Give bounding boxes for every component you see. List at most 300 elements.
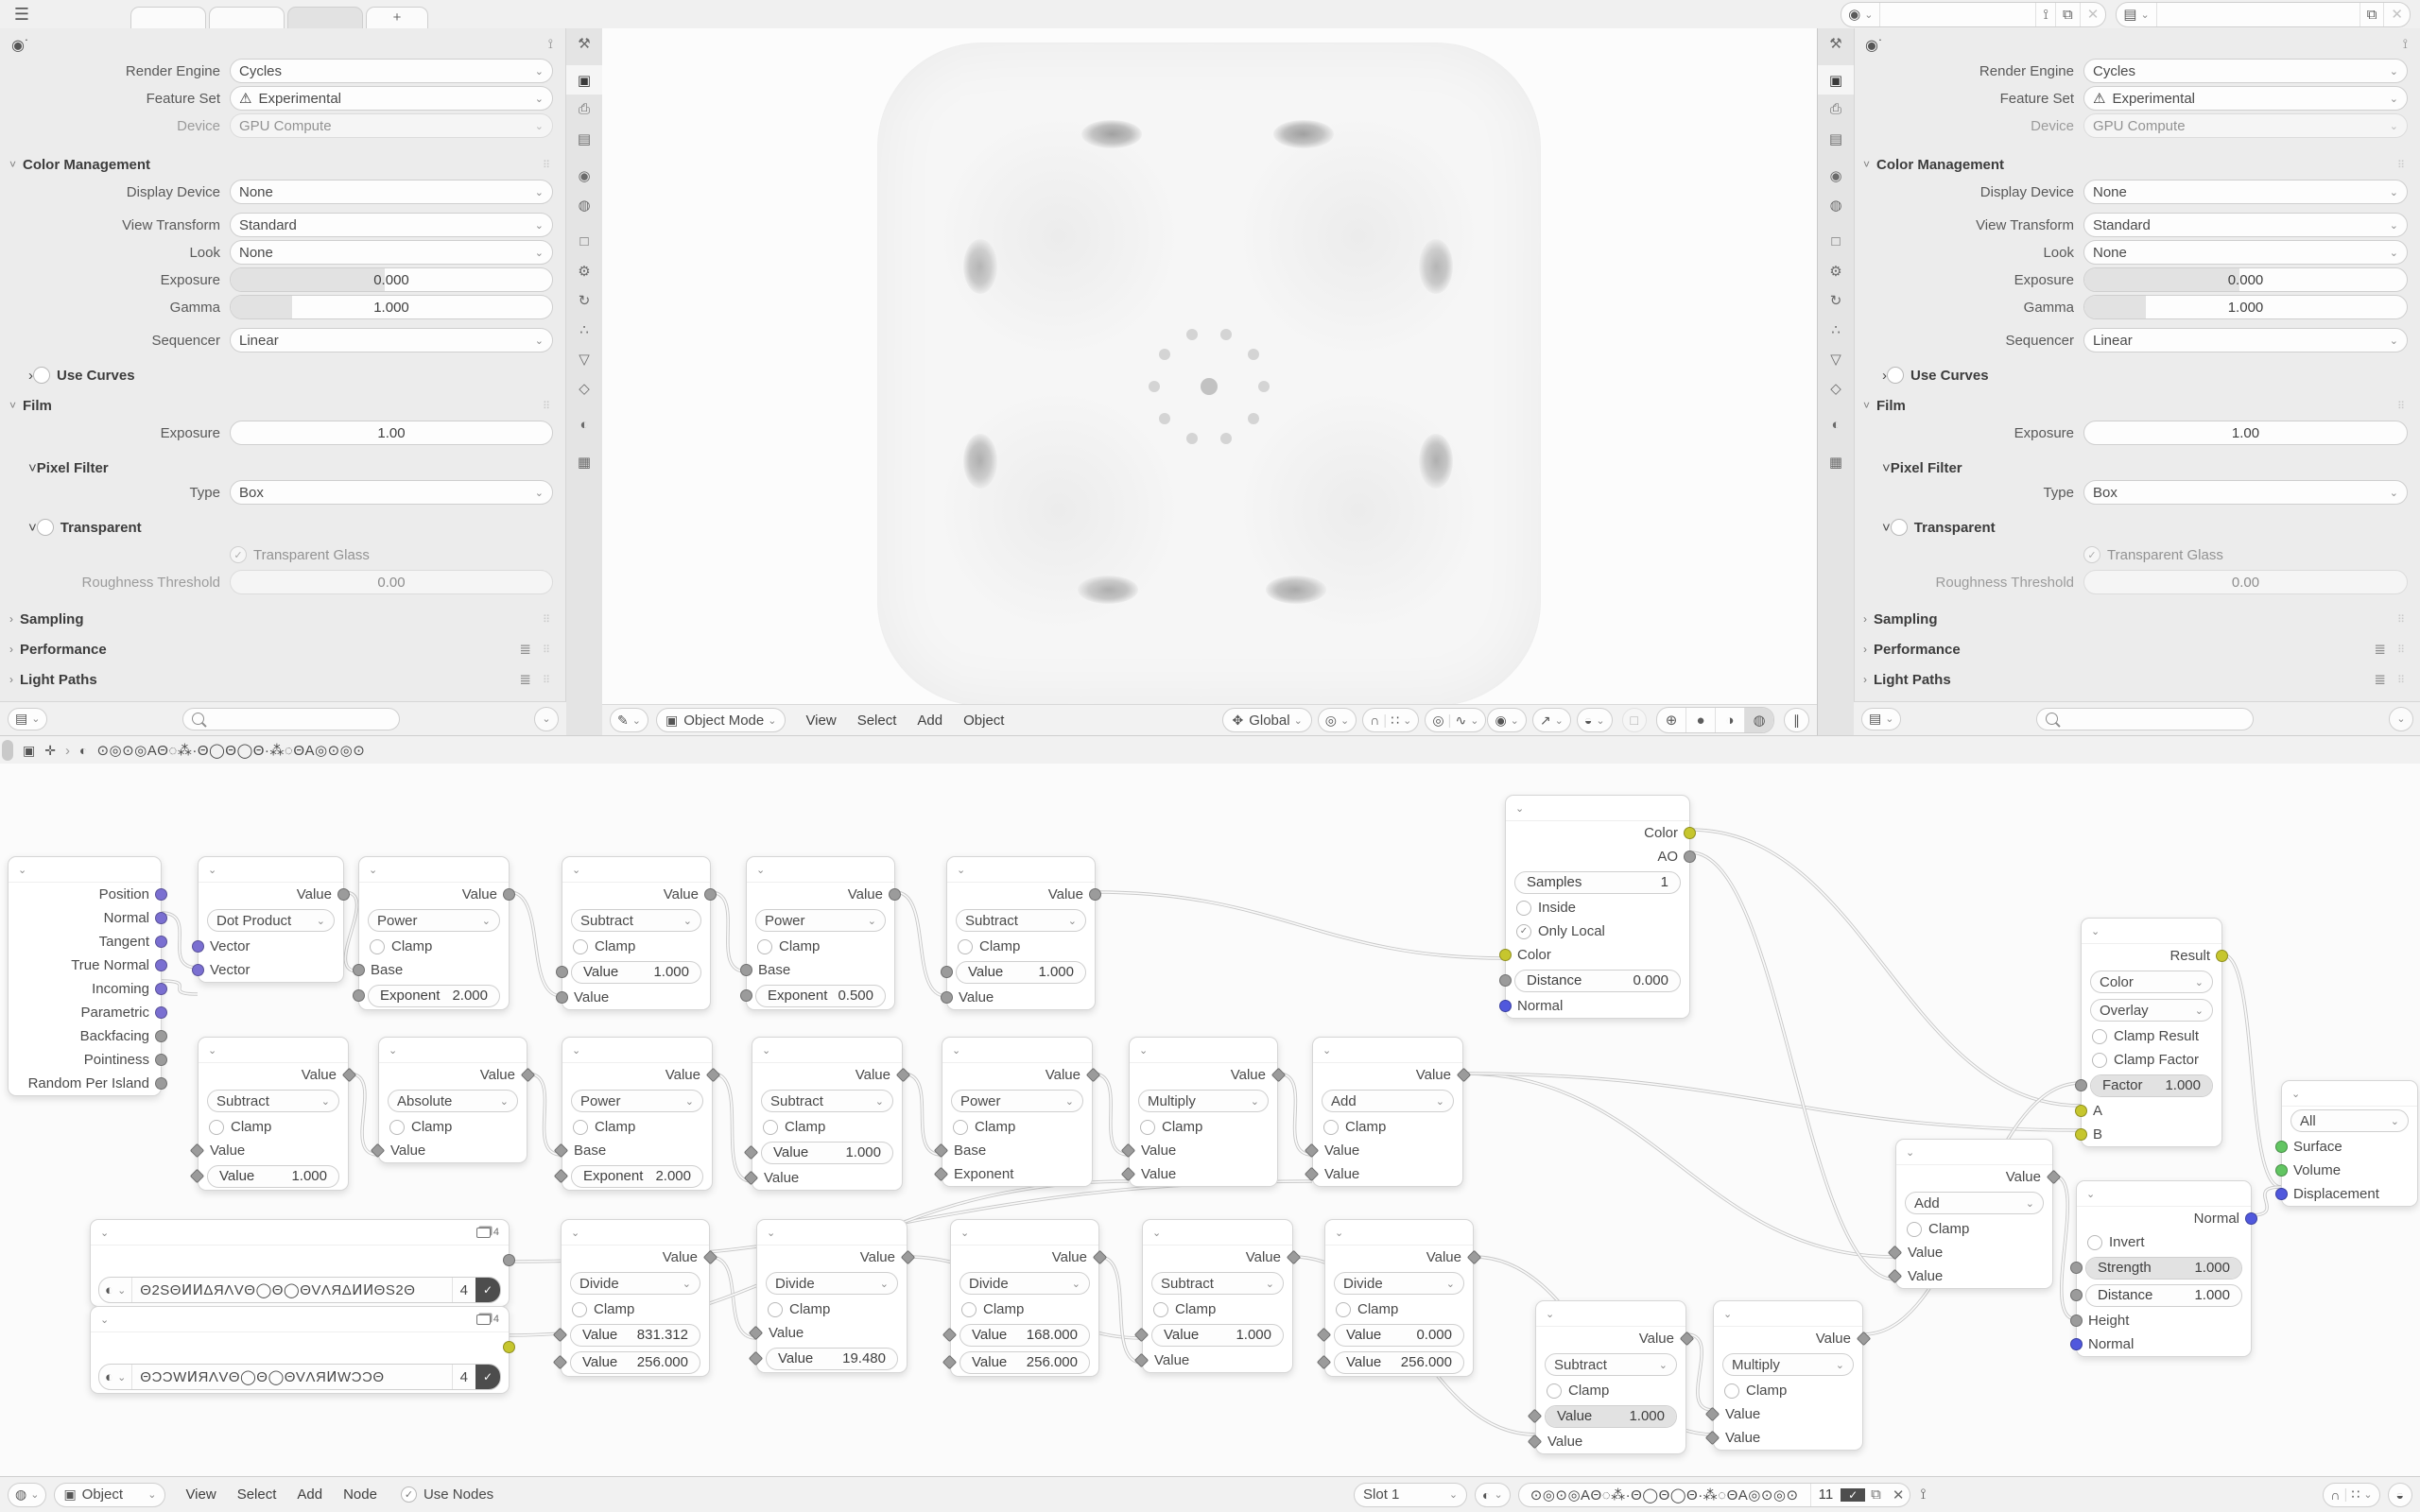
collapse-chevron-icon[interactable]: ⌄: [208, 1044, 217, 1057]
menu-add[interactable]: Add: [917, 712, 943, 729]
search-input[interactable]: [182, 708, 400, 730]
field-value[interactable]: Value 1.000: [571, 961, 701, 984]
checkbox-clamp[interactable]: Clamp: [752, 1115, 902, 1139]
socket-gray[interactable]: [337, 888, 350, 901]
workspace-tab[interactable]: [130, 7, 206, 29]
socket-gray[interactable]: [889, 888, 901, 901]
socket-gray[interactable]: [556, 991, 568, 1004]
checkbox-icon[interactable]: [1153, 1302, 1168, 1317]
properties-tab-object[interactable]: □: [1831, 233, 1841, 249]
node-header[interactable]: [942, 1038, 1092, 1063]
menu-select[interactable]: Select: [236, 1486, 277, 1503]
falloff-icon[interactable]: ∿: [1455, 712, 1467, 728]
subpanel-transparent[interactable]: ˅ Transparent: [1882, 519, 1996, 536]
collapse-chevron-icon[interactable]: ⌄: [18, 864, 27, 876]
checkbox-icon[interactable]: [2092, 1029, 2107, 1044]
collapse-chevron-icon[interactable]: ⌄: [2086, 1188, 2096, 1200]
node-vector-math-dot[interactable]: [198, 856, 344, 983]
scene-selector[interactable]: [1841, 2, 2106, 27]
node-header[interactable]: [199, 1038, 348, 1063]
select-sequencer[interactable]: Linear ⌄: [230, 328, 553, 352]
socket-yellow[interactable]: [1499, 949, 1512, 961]
socket-gray[interactable]: [503, 1254, 515, 1266]
show-gizmo-dropdown[interactable]: ◉ ⌄: [1487, 708, 1526, 732]
socket-gray[interactable]: [155, 1030, 167, 1042]
node-math-subtract-5[interactable]: [1142, 1219, 1293, 1373]
collapse-chevron-icon[interactable]: ⌄: [1322, 1044, 1332, 1057]
checkbox-clamp[interactable]: Clamp: [562, 1115, 712, 1139]
shading-rendered-button[interactable]: ◍: [1745, 708, 1773, 732]
properties-tab-output[interactable]: ⎙: [578, 101, 590, 117]
socket-yellow[interactable]: [503, 1341, 515, 1353]
node-header[interactable]: [199, 857, 343, 883]
preset-list-icon[interactable]: ≣: [519, 642, 531, 658]
properties-tab-tool[interactable]: ⚒: [1829, 35, 1842, 52]
field-samples[interactable]: Samples 1: [1514, 871, 1681, 894]
select-view-transform[interactable]: Standard ⌄: [2083, 213, 2408, 237]
socket-blue[interactable]: [2275, 1188, 2288, 1200]
socket-purple[interactable]: [192, 964, 204, 976]
collapse-chevron-icon[interactable]: ⌄: [1515, 802, 1525, 815]
display-filter-button[interactable]: ▤ ⌄: [8, 708, 47, 730]
node-canvas[interactable]: [0, 764, 2420, 1476]
checkbox-clamp-result[interactable]: Clamp Result: [2082, 1024, 2221, 1048]
collapse-chevron-icon[interactable]: ⌄: [100, 1227, 110, 1239]
collapse-chevron-icon[interactable]: ⌄: [571, 1227, 580, 1239]
node-math-divide-4[interactable]: [1324, 1219, 1474, 1377]
field-roughness-threshold[interactable]: 0.00: [230, 570, 553, 594]
socket-yellow[interactable]: [2075, 1128, 2087, 1141]
socket-purple[interactable]: [155, 912, 167, 924]
operation-select[interactable]: Power ⌄: [755, 909, 886, 932]
node-header[interactable]: [562, 1038, 712, 1063]
operation-select[interactable]: Add ⌄: [1322, 1090, 1454, 1112]
field-exposure[interactable]: 1.00: [2083, 421, 2408, 445]
display-filter-button[interactable]: ▤ ⌄: [1861, 708, 1901, 730]
properties-tab-modifiers[interactable]: ⚙: [578, 263, 591, 280]
image-name-field[interactable]: ΘƆƆWͶЯΛVΘ◯Θ◯ΘVΛЯͶWƆƆΘ: [140, 1369, 385, 1385]
node-math-add-2[interactable]: [1895, 1139, 2053, 1289]
snap-toggle[interactable]: ∩ | ∷ ⌄: [1362, 708, 1419, 732]
checkbox-only-local[interactable]: ✓ Only Local: [1506, 919, 1689, 943]
material-browse-dropdown[interactable]: ◐ ⌄: [1475, 1483, 1511, 1507]
field-value[interactable]: Value 831.312: [570, 1324, 700, 1347]
node-math-power-1[interactable]: [358, 856, 510, 1010]
checkbox-clamp[interactable]: Clamp: [1714, 1379, 1862, 1402]
select-type[interactable]: Box ⌄: [2083, 480, 2408, 505]
subpanel-use-curves[interactable]: › Use Curves: [28, 367, 135, 384]
search-input[interactable]: [2036, 708, 2254, 730]
pause-render-button[interactable]: ∥: [1784, 708, 1809, 732]
image-name-field[interactable]: Θ2SΘͶͶΔЯΛVΘ◯Θ◯ΘVΛЯΔͶͶΘS2Θ: [140, 1282, 416, 1298]
operation-select[interactable]: Absolute ⌄: [388, 1090, 518, 1112]
image-browse-dropdown[interactable]: ◐ ⌄: [99, 1365, 132, 1389]
checkbox-invert[interactable]: Invert: [2077, 1230, 2251, 1254]
properties-tab-output[interactable]: ⎙: [1829, 101, 1841, 117]
checkbox-clamp[interactable]: Clamp: [1325, 1297, 1473, 1321]
node-header[interactable]: [9, 857, 161, 883]
node-math-subtract-6[interactable]: [1535, 1300, 1686, 1454]
properties-tab-tool[interactable]: ⚒: [578, 35, 591, 52]
socket-purple[interactable]: [155, 936, 167, 948]
properties-tab-material[interactable]: ◐: [579, 417, 589, 433]
add-workspace-tab[interactable]: +: [366, 7, 428, 29]
select-type[interactable]: Box ⌄: [230, 480, 553, 505]
operation-select[interactable]: Divide ⌄: [959, 1272, 1090, 1295]
overlays-toggle[interactable]: ◒: [2388, 1483, 2412, 1507]
section-light-paths[interactable]: › Light Paths ≣ ⠿: [9, 671, 551, 688]
app-menu-icon[interactable]: ☰: [13, 4, 30, 24]
field-exponent[interactable]: Exponent 2.000: [571, 1165, 703, 1188]
select-view-transform[interactable]: Standard ⌄: [230, 213, 553, 237]
workspace-tab[interactable]: [209, 7, 285, 29]
editor-type-button[interactable]: ✎ ⌄: [610, 708, 648, 732]
field-gamma[interactable]: 1.000: [230, 295, 553, 319]
field-distance[interactable]: Distance 1.000: [2085, 1284, 2242, 1307]
operation-select[interactable]: Power ⌄: [368, 909, 500, 932]
collapse-chevron-icon[interactable]: ⌄: [952, 1044, 961, 1057]
checkbox-clamp[interactable]: Clamp: [562, 1297, 709, 1321]
checkbox-icon[interactable]: [961, 1302, 977, 1317]
operation-select[interactable]: Multiply ⌄: [1722, 1353, 1854, 1376]
field-exponent[interactable]: Exponent 0.500: [755, 985, 886, 1007]
checkbox-clamp[interactable]: Clamp: [747, 935, 894, 958]
collapse-chevron-icon[interactable]: ⌄: [1546, 1308, 1555, 1320]
field-value[interactable]: Value 256.000: [1334, 1351, 1464, 1374]
properties-tab-texture[interactable]: ▦: [1828, 454, 1843, 471]
select-sequencer[interactable]: Linear ⌄: [2083, 328, 2408, 352]
checkbox-icon[interactable]: [763, 1120, 778, 1135]
socket-blue[interactable]: [2245, 1212, 2257, 1225]
socket-gray[interactable]: [353, 964, 365, 976]
node-header[interactable]: [2082, 919, 2221, 944]
node-bump[interactable]: [2076, 1180, 2252, 1357]
transform-orientation-dropdown[interactable]: ✥ Global ⌄: [1222, 708, 1311, 732]
image-users-count[interactable]: 4: [452, 1365, 475, 1389]
socket-gray[interactable]: [2075, 1079, 2087, 1091]
node-math-subtract-4[interactable]: [752, 1037, 903, 1191]
checkbox[interactable]: [37, 519, 54, 536]
checkbox-icon[interactable]: [389, 1120, 405, 1135]
options-chevron-button[interactable]: ⌄: [2389, 707, 2413, 731]
node-header[interactable]: [757, 1220, 907, 1246]
field-value[interactable]: Value 0.000: [1334, 1324, 1464, 1347]
checkbox-icon[interactable]: [1907, 1222, 1922, 1237]
field-exposure[interactable]: 1.00: [230, 421, 553, 445]
properties-tab-material[interactable]: ◐: [1831, 417, 1841, 433]
checkbox-clamp[interactable]: Clamp: [1536, 1379, 1685, 1402]
viewlayer-name-field[interactable]: [2157, 3, 2360, 26]
node-math-subtract-2[interactable]: [946, 856, 1096, 1010]
node-header[interactable]: [91, 1220, 509, 1246]
node-header[interactable]: [2282, 1081, 2417, 1107]
properties-tab-scene[interactable]: ◉: [1829, 167, 1842, 184]
socket-blue[interactable]: [1499, 1000, 1512, 1012]
subpanel-use-curves[interactable]: › Use Curves: [1882, 367, 1989, 384]
checkbox-clamp[interactable]: Clamp: [1130, 1115, 1277, 1139]
checkbox-icon[interactable]: [1516, 901, 1531, 916]
field-gamma[interactable]: 1.000: [2083, 295, 2408, 319]
field-exposure[interactable]: 0.000: [230, 267, 553, 292]
checkbox-icon[interactable]: [2087, 1235, 2102, 1250]
image-browse-dropdown[interactable]: ◐ ⌄: [99, 1278, 132, 1302]
node-header[interactable]: [1325, 1220, 1473, 1246]
socket-gray[interactable]: [503, 888, 515, 901]
subpanel-transparent[interactable]: ˅ Transparent: [28, 519, 142, 536]
properties-tab-physics[interactable]: ↻: [1829, 292, 1842, 309]
operation-select[interactable]: Overlay ⌄: [2090, 999, 2213, 1022]
collapse-chevron-icon[interactable]: ⌄: [1139, 1044, 1149, 1057]
collapse-chevron-icon[interactable]: ⌄: [2291, 1088, 2301, 1100]
collapse-chevron-icon[interactable]: ⌄: [1335, 1227, 1344, 1239]
menu-add[interactable]: Add: [297, 1486, 323, 1503]
checkbox-icon[interactable]: [370, 939, 385, 954]
properties-tab-scene[interactable]: ◉: [578, 167, 591, 184]
section-debug[interactable]: [1854, 695, 2420, 701]
collapse-chevron-icon[interactable]: ⌄: [100, 1314, 110, 1326]
properties-tab-view-layer[interactable]: ▤: [577, 130, 592, 147]
node-math-multiply-2[interactable]: [1713, 1300, 1863, 1451]
select-look[interactable]: None ⌄: [2083, 240, 2408, 265]
pin-icon[interactable]: ⟟: [2402, 36, 2408, 51]
field-factor[interactable]: Factor 1.000: [2090, 1074, 2213, 1097]
menu-select[interactable]: Select: [856, 712, 897, 729]
material-users-count[interactable]: 11: [1810, 1484, 1841, 1506]
operation-select[interactable]: Dot Product ⌄: [207, 909, 335, 932]
node-header[interactable]: [379, 1038, 527, 1063]
checkbox-checked-icon[interactable]: ✓: [2083, 546, 2100, 563]
properties-tab-modifiers[interactable]: ⚙: [1829, 263, 1842, 280]
node-header[interactable]: [1714, 1301, 1862, 1327]
socket-gray[interactable]: [155, 1077, 167, 1090]
field-value[interactable]: Value 256.000: [570, 1351, 700, 1374]
copy-icon[interactable]: ⧉: [1871, 1486, 1881, 1503]
operation-select[interactable]: Subtract ⌄: [1151, 1272, 1284, 1295]
socket-yellow[interactable]: [2075, 1105, 2087, 1117]
node-ambient-occlusion[interactable]: [1505, 795, 1690, 1019]
operation-select[interactable]: Color ⌄: [2090, 971, 2213, 993]
socket-gray[interactable]: [941, 991, 953, 1004]
socket-yellow[interactable]: [2216, 950, 2228, 962]
section-film[interactable]: ˅ Film ⠿: [1863, 397, 2406, 414]
subpanel-pixel-filter[interactable]: ˅ Pixel Filter: [1882, 459, 1962, 476]
socket-gray[interactable]: [1684, 850, 1696, 863]
viewport-3d[interactable]: [602, 28, 1817, 735]
node-header[interactable]: [1896, 1140, 2052, 1165]
checkbox-clamp[interactable]: Clamp: [942, 1115, 1092, 1139]
snap-toggle[interactable]: ∩ | ∷ ⌄: [2323, 1483, 2379, 1507]
view-layer-icon[interactable]: ▤ ⌄: [2117, 3, 2156, 26]
operation-select[interactable]: Add ⌄: [1905, 1192, 2044, 1214]
field-exponent[interactable]: Exponent 2.000: [368, 985, 500, 1007]
properties-tab-view-layer[interactable]: ▤: [1828, 130, 1843, 147]
shading-solid-button[interactable]: ●: [1686, 708, 1716, 732]
checkbox-icon[interactable]: [953, 1120, 968, 1135]
properties-tab-constraints[interactable]: ▽: [1830, 351, 1841, 368]
collapse-chevron-icon[interactable]: ⌄: [1152, 1227, 1162, 1239]
node-math-add-1[interactable]: [1312, 1037, 1463, 1187]
field-value[interactable]: Value 168.000: [959, 1324, 1090, 1347]
field-value[interactable]: Value 1.000: [1545, 1405, 1677, 1428]
properties-tab-object[interactable]: □: [579, 233, 589, 249]
socket-gray[interactable]: [2070, 1314, 2083, 1327]
checkbox-clamp[interactable]: Clamp: [757, 1297, 907, 1321]
image-datablock[interactable]: [98, 1277, 501, 1303]
section-color-management[interactable]: ˅ Color Management ⠿: [1863, 156, 2406, 173]
properties-tab-particles[interactable]: ∴: [579, 321, 589, 338]
node-header[interactable]: [747, 857, 894, 883]
field-value[interactable]: Value 19.480: [766, 1348, 898, 1370]
section-color-management[interactable]: ˅ Color Management ⠿: [9, 156, 551, 173]
menu-view[interactable]: View: [805, 712, 837, 729]
checkbox-clamp[interactable]: Clamp: [359, 935, 509, 958]
socket-gray[interactable]: [1089, 888, 1101, 901]
properties-tab-render[interactable]: ▣: [1818, 65, 1854, 94]
fake-user-shield-icon[interactable]: ✓: [475, 1278, 500, 1302]
collapse-chevron-icon[interactable]: ⌄: [960, 1227, 970, 1239]
checkbox-icon[interactable]: [757, 939, 772, 954]
node-math-divide-1[interactable]: [561, 1219, 710, 1377]
node-math-power-3[interactable]: [562, 1037, 713, 1191]
select-render-engine[interactable]: Cycles ⌄: [230, 59, 553, 83]
properties-tab-object-data[interactable]: ◇: [579, 380, 590, 397]
checkbox-clamp[interactable]: Clamp: [1143, 1297, 1292, 1321]
checkbox-clamp[interactable]: Clamp: [199, 1115, 348, 1139]
scene-name-field[interactable]: [1880, 3, 2036, 26]
node-header[interactable]: [1506, 796, 1689, 821]
properties-tab-object-data[interactable]: ◇: [1830, 380, 1841, 397]
node-header[interactable]: [359, 857, 509, 883]
node-header[interactable]: [1143, 1220, 1292, 1246]
collapse-chevron-icon[interactable]: ⌄: [767, 1227, 776, 1239]
select-feature-set[interactable]: ⚠ Experimental ⌄: [230, 86, 553, 111]
node-math-multiply-1[interactable]: [1129, 1037, 1278, 1187]
checkbox[interactable]: [33, 367, 50, 384]
checkbox-icon[interactable]: [1724, 1383, 1739, 1399]
properties-tab-physics[interactable]: ↻: [578, 292, 591, 309]
editor-type-button[interactable]: ◍ ⌄: [8, 1483, 46, 1507]
properties-tab-constraints[interactable]: ▽: [579, 351, 590, 368]
fake-user-shield-icon[interactable]: ✓: [1841, 1488, 1865, 1502]
checkbox-icon[interactable]: [1547, 1383, 1562, 1399]
checkbox-icon[interactable]: [572, 1302, 587, 1317]
properties-tab-particles[interactable]: ∴: [1831, 321, 1841, 338]
operation-select[interactable]: Power ⌄: [571, 1090, 703, 1112]
socket-green[interactable]: [2275, 1164, 2288, 1177]
socket-gray[interactable]: [740, 989, 752, 1002]
socket-green[interactable]: [2275, 1141, 2288, 1153]
section-light-paths[interactable]: › Light Paths ≣ ⠿: [1863, 671, 2406, 688]
operation-select[interactable]: Subtract ⌄: [761, 1090, 893, 1112]
node-math-absolute[interactable]: [378, 1037, 527, 1163]
scene-icon[interactable]: ◉ ⌄: [1841, 3, 1880, 26]
preset-list-icon[interactable]: ≣: [2374, 642, 2386, 658]
menu-node[interactable]: Node: [343, 1486, 377, 1503]
select-device[interactable]: GPU Compute ⌄: [230, 113, 553, 138]
collapse-chevron-icon[interactable]: ⌄: [756, 864, 766, 876]
node-math-subtract-1[interactable]: [562, 856, 711, 1010]
checkbox-clamp[interactable]: Clamp: [379, 1115, 527, 1139]
field-value[interactable]: Value 1.000: [1151, 1324, 1284, 1347]
slot-dropdown[interactable]: Slot 1 ⌄: [1354, 1483, 1467, 1507]
socket-gray[interactable]: [1499, 974, 1512, 987]
select-device[interactable]: GPU Compute ⌄: [2083, 113, 2408, 138]
mode-dropdown[interactable]: ▣ Object Mode ⌄: [656, 708, 786, 732]
checkbox-icon[interactable]: [1336, 1302, 1351, 1317]
xray-toggle[interactable]: □: [1622, 708, 1647, 732]
pivot-point-dropdown[interactable]: ◎ ⌄: [1318, 708, 1357, 732]
select-feature-set[interactable]: ⚠ Experimental ⌄: [2083, 86, 2408, 111]
node-math-subtract-3[interactable]: [198, 1037, 349, 1191]
operation-select[interactable]: Subtract ⌄: [1545, 1353, 1677, 1376]
properties-tab-render[interactable]: ▣: [566, 65, 602, 94]
collapse-chevron-icon[interactable]: ⌄: [1723, 1308, 1733, 1320]
section-debug[interactable]: [0, 695, 566, 701]
menu-object[interactable]: Object: [963, 712, 1005, 729]
socket-gray[interactable]: [556, 966, 568, 978]
select-look[interactable]: None ⌄: [230, 240, 553, 265]
workspace-tab[interactable]: [287, 7, 363, 29]
node-header[interactable]: [1536, 1301, 1685, 1327]
field-value[interactable]: Value 1.000: [956, 961, 1086, 984]
pin-icon[interactable]: ⟟: [2036, 3, 2056, 26]
socket-gray[interactable]: [704, 888, 717, 901]
checkbox-clamp-factor[interactable]: Clamp Factor: [2082, 1048, 2221, 1072]
pin-icon[interactable]: ⟟: [1920, 1486, 1927, 1503]
unlink-close-icon[interactable]: ✕: [1892, 1486, 1905, 1503]
checkbox-clamp[interactable]: Clamp: [947, 935, 1095, 958]
socket-gray[interactable]: [740, 964, 752, 976]
node-header[interactable]: [1313, 1038, 1462, 1063]
node-header[interactable]: [91, 1307, 509, 1332]
proportional-edit-toggle[interactable]: ◎ | ∿ ⌄: [1425, 708, 1486, 732]
select-display-device[interactable]: None ⌄: [230, 180, 553, 204]
socket-gray[interactable]: [941, 966, 953, 978]
checkbox-icon[interactable]: [2092, 1053, 2107, 1068]
socket-blue[interactable]: [2070, 1338, 2083, 1350]
socket-gray[interactable]: [2070, 1289, 2083, 1301]
overlays-dropdown[interactable]: ◒ ⌄: [1577, 708, 1613, 732]
checkbox-icon[interactable]: [573, 939, 588, 954]
pin-icon[interactable]: ⟟: [547, 36, 553, 51]
socket-yellow[interactable]: [1684, 827, 1696, 839]
use-nodes-checkbox[interactable]: ✓ Use Nodes: [401, 1486, 493, 1503]
checkbox-checked-icon[interactable]: ✓: [230, 546, 247, 563]
checkbox-clamp[interactable]: Clamp: [951, 1297, 1098, 1321]
node-image-texture-2[interactable]: [90, 1306, 510, 1394]
node-header[interactable]: [947, 857, 1095, 883]
section-performance[interactable]: › Performance ≣ ⠿: [1863, 641, 2406, 658]
properties-tab-world[interactable]: ◍: [1829, 197, 1842, 214]
node-math-divide-2[interactable]: [756, 1219, 908, 1373]
operation-select[interactable]: Divide ⌄: [1334, 1272, 1464, 1295]
checkbox-icon[interactable]: [958, 939, 973, 954]
shading-material-preview-button[interactable]: ◑: [1716, 708, 1745, 732]
checkbox[interactable]: [1891, 519, 1908, 536]
field-value[interactable]: Value 1.000: [761, 1142, 893, 1164]
copy-icon[interactable]: ⧉: [2360, 3, 2385, 26]
preset-list-icon[interactable]: ≣: [2374, 672, 2386, 688]
operation-select[interactable]: Power ⌄: [951, 1090, 1083, 1112]
node-header[interactable]: [562, 1220, 709, 1246]
fake-user-shield-icon[interactable]: ✓: [475, 1365, 500, 1389]
gizmos-dropdown[interactable]: ↗ ⌄: [1532, 708, 1571, 732]
collapse-chevron-icon[interactable]: ⌄: [762, 1044, 771, 1057]
image-datablock[interactable]: [98, 1364, 501, 1390]
node-mix-color[interactable]: [2081, 918, 2222, 1147]
socket-gray[interactable]: [353, 989, 365, 1002]
copy-icon[interactable]: ⧉: [2056, 3, 2081, 26]
